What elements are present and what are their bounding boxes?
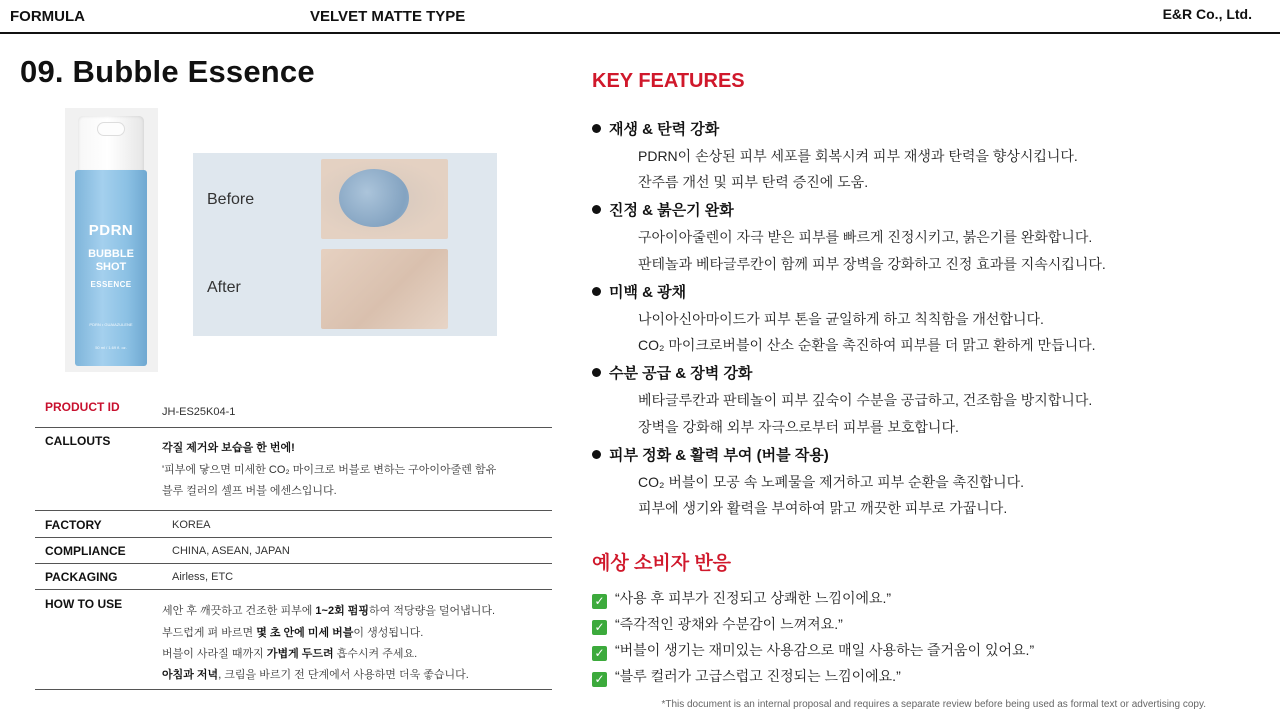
reaction-item: ✓ “버블이 생기는 재미있는 사용감으로 매일 사용하는 즐거움이 있어요.” [592,640,1034,661]
header-type: VELVET MATTE TYPE [310,8,466,25]
bottle-ingredients-text: PDRN • GUAIAZULENE [89,322,133,327]
reaction-item: ✓ “즉각적인 광채와 수분감이 느껴져요.” [592,614,843,635]
bottle-body [75,170,147,366]
howto-label: HOW TO USE [45,597,123,611]
feature-line: 베타글루칸과 판테놀이 피부 깊숙이 수분을 공급하고, 건조함을 방지합니다. [638,392,1093,408]
product-image [65,108,158,372]
callouts-label: CALLOUTS [45,434,111,448]
callouts-line-1: '피부에 닿으면 미세한 CO₂ 마이크로 버블로 변하는 구아이아줄렌 함유 [162,464,497,476]
check-icon: ✓ [592,594,607,609]
bottle-pump [97,122,125,136]
feature-line: 구아이아줄렌이 자극 받은 피부를 빠르게 진정시키고, 붉은기를 완화합니다. [638,229,1093,245]
key-features-title: KEY FEATURES [592,70,745,92]
reactions-title: 예상 소비자 반응 [592,553,732,574]
bottle-pdrn-text: PDRN [88,222,134,239]
check-icon: ✓ [592,646,607,661]
bullet-icon [592,368,601,377]
feature-heading: 미백 & 광채 [592,281,686,302]
compliance-value: CHINA, ASEAN, JAPAN [172,545,290,557]
packaging-value: Airless, ETC [172,571,234,583]
callouts-line-2: 블루 컬러의 셀프 버블 에센스입니다. [162,485,337,497]
bullet-icon [592,287,601,296]
skin-after-photo [321,249,448,329]
product-id-label: PRODUCT ID [45,400,120,414]
bottle-essence-text: ESSENCE [90,280,132,289]
howto-line: 부드럽게 펴 바르면 몇 초 안에 미세 버블이 생성됩니다. [162,627,424,639]
table-divider [35,689,552,690]
bullet-icon [592,124,601,133]
bubble-foam [339,169,409,227]
check-icon: ✓ [592,620,607,635]
factory-label: FACTORY [45,518,102,532]
skin-before-photo [321,159,448,239]
feature-line: CO₂ 마이크로버블이 산소 순환을 촉진하여 피부를 더 맑고 환하게 만듭니다. [638,337,1096,353]
reaction-item: ✓ “블루 컬러가 고급스럽고 진정되는 느낌이에요.” [592,666,901,687]
callouts-headline: 각질 제거와 보습을 한 번에! [162,442,295,454]
footer-disclaimer: *This document is an internal proposal and requires a separate review before being used as formal text or advertising copy. [661,699,1206,710]
howto-line: 세안 후 깨끗하고 건조한 피부에 1~2회 펌핑하여 적당량을 덜어냅니다. [162,605,496,617]
table-divider [35,589,552,590]
header-formula: FORMULA [10,8,85,25]
table-divider [35,510,552,511]
feature-line: PDRN이 손상된 피부 세포를 회복시켜 피부 재생과 탄력을 향상시킵니다. [638,148,1078,164]
compliance-label: COMPLIANCE [45,544,126,558]
page-title: 09. Bubble Essence [20,54,315,89]
feature-line: 장벽을 강화해 외부 자극으로부터 피부를 보호합니다. [638,419,959,435]
header-company: E&R Co., Ltd. [1162,6,1252,22]
reaction-item: ✓ “사용 후 피부가 진정되고 상쾌한 느낌이에요.” [592,588,891,609]
table-divider [35,537,552,538]
feature-line: 나이아신아마이드가 피부 톤을 균일하게 하고 칙칙함을 개선합니다. [638,311,1044,327]
feature-heading: 재생 & 탄력 강화 [592,118,719,139]
bottle-shot-text: SHOT [95,261,127,273]
factory-value: KOREA [172,519,211,531]
feature-line: CO₂ 버블이 모공 속 노폐물을 제거하고 피부 순환을 촉진합니다. [638,474,1025,490]
before-after-image [193,153,497,336]
before-label: Before [207,191,255,208]
feature-line: 판테놀과 베타글루칸이 함께 피부 장벽을 강화하고 진정 효과를 지속시킵니다. [638,256,1106,272]
bullet-icon [592,450,601,459]
after-label: After [207,279,241,296]
howto-line: 아침과 저녁, 크림을 바르기 전 단계에서 사용하면 더욱 좋습니다. [162,669,469,681]
table-divider [35,427,552,428]
feature-heading: 피부 정화 & 활력 부여 (버블 작용) [592,444,829,465]
product-id-value: JH-ES25K04-1 [162,406,236,418]
bottle-volume-text: 50 ml / 1.69 fl. oz. [95,345,127,350]
page-header [0,0,1280,34]
feature-heading: 수분 공급 & 장벽 강화 [592,362,752,383]
table-divider [35,563,552,564]
check-icon: ✓ [592,672,607,687]
feature-heading: 진정 & 붉은기 완화 [592,199,734,220]
bottle-bubble-text: BUBBLE [88,248,134,260]
howto-line: 버블이 사라질 때까지 가볍게 두드려 흡수시켜 주세요. [162,648,418,660]
packaging-label: PACKAGING [45,570,118,584]
bullet-icon [592,205,601,214]
feature-line: 잔주름 개선 및 피부 탄력 증진에 도움. [638,174,869,190]
feature-line: 피부에 생기와 활력을 부여하여 맑고 깨끗한 피부로 가꿉니다. [638,500,1008,516]
